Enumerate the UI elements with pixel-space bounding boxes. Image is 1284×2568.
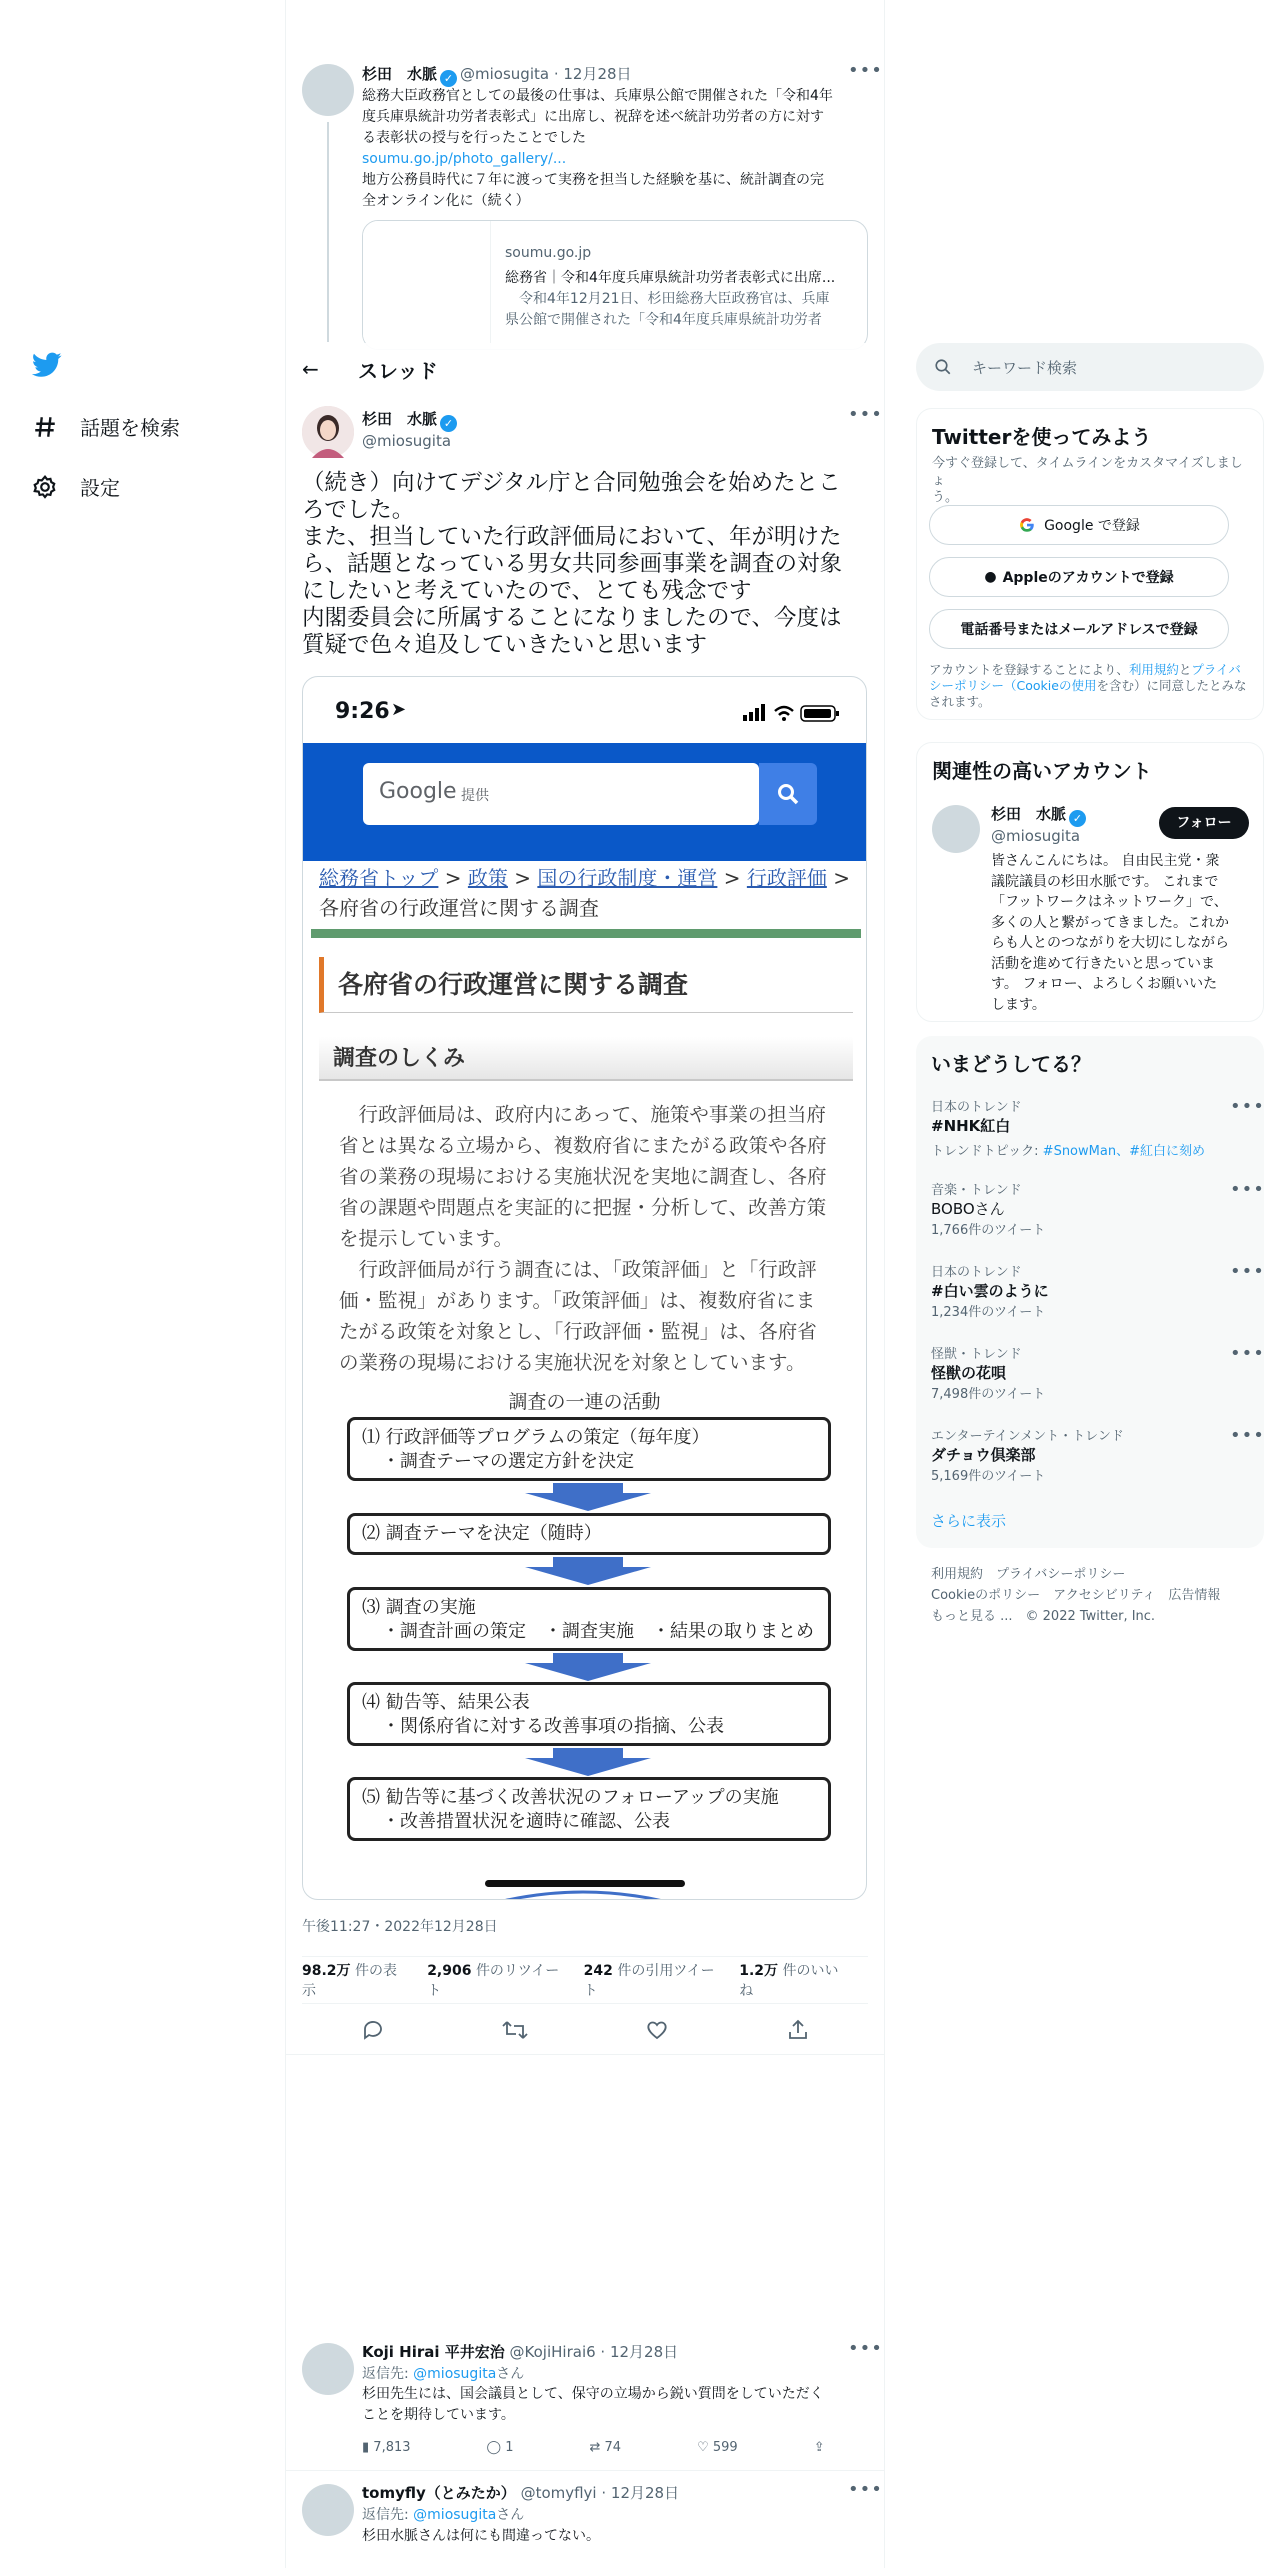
more-options-icon[interactable]: ••• [848, 2338, 883, 2359]
account-name: 杉田 水脈 [991, 805, 1067, 823]
flow-step-title: ⑵ 調査テーマを決定（随時） [362, 1523, 602, 1544]
tweet-date[interactable]: 12月28日 [609, 2343, 679, 2361]
like-icon[interactable] [645, 2018, 669, 2042]
nav-explore-label: 話題を検索 [80, 416, 180, 440]
reply-header: tomyfly（とみたか） @tomyflyi · 12月28日 [362, 2484, 680, 2502]
apple-icon: ● [984, 569, 997, 585]
flow-step-detail: ・関係府省に対する改善事項の指摘、公表 [382, 1716, 724, 1737]
google-sub-label: 提供 [461, 788, 489, 804]
twitter-logo-icon[interactable] [32, 352, 62, 382]
mention-link[interactable]: @miosugita [413, 2366, 497, 2382]
trend-meta: エンターテインメント・トレンド [931, 1429, 1124, 1444]
verified-badge-icon: ✓ [1069, 810, 1086, 827]
section-heading: 調査のしくみ [319, 1037, 853, 1081]
desc-line: 県公館で開催された「令和4年度兵庫県統計功労者 [505, 312, 822, 328]
flow-step-detail: ・調査計画の策定 ・調査実施 ・結果の取りまとめ [382, 1621, 814, 1642]
trend-count: 7,498件のツイート [931, 1387, 1046, 1402]
apple-signup-label: Appleのアカウントで登録 [1002, 570, 1174, 586]
nav-settings-label: 設定 [80, 476, 120, 500]
para-line: の業務の現場における実施状況を対象としています。 [339, 1351, 806, 1374]
tweet-stats [302, 1956, 868, 2004]
column-divider-right [884, 0, 885, 2568]
back-arrow-icon[interactable]: ← [302, 357, 319, 381]
more-options-icon[interactable]: ••• [1230, 1343, 1265, 1364]
trend-topic-links[interactable]: #SnowMan、#紅白に刻め [1042, 1144, 1205, 1159]
show-more-link[interactable]: さらに表示 [931, 1512, 1007, 1530]
author-name[interactable]: 杉田 水脈 [362, 65, 438, 83]
reply-text [362, 2384, 867, 2426]
hashtag-icon [32, 414, 58, 440]
author-name[interactable]: 杉田 水脈 [362, 410, 438, 428]
flow-step-title: ⑴ 行政評価等プログラムの策定（毎年度） [362, 1427, 710, 1448]
site-header-band [303, 743, 866, 861]
link-card-desc [505, 289, 860, 331]
breadcrumb-sep: > [514, 866, 532, 890]
flow-step [347, 1417, 831, 1481]
para-line: 行政評価局は、政府内にあって、施策や事業の担当府 [358, 1103, 826, 1126]
trend-name: #白い雲のように [931, 1282, 1049, 1300]
nav-settings[interactable] [32, 472, 120, 501]
more-options-icon[interactable]: ••• [1230, 1425, 1265, 1446]
tweet-timestamp[interactable]: 午後11:27・2022年12月28日 [302, 1919, 498, 1935]
tweet-image[interactable] [302, 676, 867, 1900]
breadcrumb-link[interactable]: 行政評価 [746, 866, 827, 890]
avatar[interactable] [302, 2343, 354, 2395]
trend-item[interactable] [931, 1096, 1251, 1159]
signup-card [916, 408, 1264, 720]
breadcrumb-current: 各府省の行政運営に関する調査 [319, 896, 599, 920]
privacy-link[interactable]: バシーポリシー [929, 662, 1241, 693]
likes-stat[interactable]: 1.2万 件のいいね [739, 1963, 839, 1999]
retweet-count[interactable]: ⇄ 74 [589, 2440, 622, 2455]
views-count[interactable]: ▮ 7,813 [362, 2440, 411, 2455]
share-icon[interactable]: ⇪ [813, 2440, 825, 2455]
retweet-icon[interactable] [502, 2018, 528, 2042]
trends-card [916, 1036, 1264, 1548]
link-card-domain: soumu.go.jp [505, 245, 592, 261]
privacy-link[interactable]: プライ [1191, 662, 1229, 677]
google-signup-label: Google で登録 [1044, 518, 1140, 534]
more-options-icon[interactable]: ••• [1230, 1179, 1265, 1200]
flow-title: 調査の一連の活動 [508, 1391, 661, 1413]
text-line: 質疑で色々追及していきたいと思います [302, 632, 708, 658]
footer-line[interactable]: もっと見る ... © 2022 Twitter, Inc. [931, 1609, 1156, 1624]
bio-line: します。 [991, 996, 1046, 1013]
avatar[interactable] [302, 2484, 354, 2536]
more-options-icon[interactable]: ••• [1230, 1096, 1265, 1117]
flow-step-detail: ・改善措置状況を適時に確認、公表 [382, 1811, 670, 1832]
more-options-icon[interactable]: ••• [848, 404, 883, 425]
tweet-date[interactable]: 12月28日 [563, 65, 632, 83]
flow-step-detail: ・調査テーマの選定方針を決定 [382, 1451, 634, 1472]
footer-line[interactable]: Cookieのポリシー アクセシビリティ 広告情報 [931, 1588, 1221, 1603]
author-handle[interactable]: @miosugita [362, 432, 452, 450]
text-line: 杉田先生には、国会議員として、保守の立場から鋭い質問をしていただく [362, 2386, 824, 2402]
breadcrumb-link[interactable]: 国の行政制度・運営 [537, 866, 718, 890]
account-bio [991, 851, 1251, 1015]
arrow-down-icon [525, 1748, 651, 1776]
text-line: 内閣委員会に所属することになりましたので、今度は [302, 605, 842, 631]
more-options-icon[interactable]: ••• [1230, 1261, 1265, 1282]
thread-header [286, 343, 884, 396]
main-tweet-text [302, 470, 868, 659]
author-name[interactable]: Koji Hirai 平井宏治 [362, 2343, 505, 2361]
flow-step [347, 1513, 831, 1555]
search-icon [776, 782, 800, 806]
main-tweet-author [362, 408, 460, 450]
signal-wifi-battery-icon [743, 703, 843, 723]
avatar[interactable] [932, 805, 980, 853]
flow-step [347, 1587, 831, 1651]
para-line: たがる政策を対象とし、「行政評価・監視」は、各府省 [339, 1320, 817, 1343]
more-options-icon[interactable]: ••• [848, 2479, 883, 2500]
reply-to: 返信先: @miosugitaさん [362, 2366, 525, 2382]
reply-count[interactable]: ◯ 1 [486, 2440, 514, 2455]
para-line: 省の課題や問題点を実証的に把握・分析して、改善方策 [339, 1196, 827, 1219]
trend-count: 1,766件のツイート [931, 1223, 1046, 1238]
bio-line: 議院議員の杉田水脈です。 これまで [991, 873, 1219, 890]
flow-step-title: ⑸ 勧告等に基づく改善状況のフォローアップの実施 [362, 1787, 779, 1808]
link-card[interactable] [362, 220, 868, 350]
mention-link[interactable]: @miosugita [413, 2507, 497, 2523]
quotes-stat[interactable]: 242 件の引用ツイート [583, 1963, 715, 1999]
tweet-date[interactable]: 12月28日 [610, 2484, 680, 2502]
bio-line: 多くの人と繋がってきました。これか [991, 914, 1229, 931]
arrow-down-icon [525, 1653, 651, 1681]
divider [311, 929, 861, 938]
text-line: 度兵庫県統計功労者表彰式」に出席し、祝辞を述べ統計功労者の方に対す [362, 109, 824, 125]
paragraph [339, 1254, 833, 1378]
search-icon [934, 358, 952, 376]
verified-badge-icon: ✓ [440, 415, 457, 432]
bio-line: らも人とのつながりを大切にしながら [991, 935, 1229, 951]
text-line: ら、話題となっている男女共同参画事業を調査の対象 [302, 551, 843, 577]
flow-step [347, 1682, 831, 1746]
trend-meta: 怪獣・トレンド [931, 1347, 1022, 1362]
account-handle: @miosugita [991, 827, 1081, 845]
breadcrumb-link[interactable]: 政策 [467, 866, 508, 890]
terms-link[interactable]: 利用規約 [1128, 662, 1179, 677]
subtitle-line: う。 [932, 490, 959, 505]
site-search-input[interactable] [363, 763, 759, 825]
trend-item[interactable] [931, 1261, 1251, 1320]
author-handle[interactable]: @tomyflyi [520, 2484, 597, 2502]
views-stat[interactable]: 98.2万 件の表示 [302, 1963, 397, 1999]
related-account[interactable] [991, 803, 1089, 845]
retweets-stat[interactable]: 2,906 件のリツイート [427, 1963, 560, 1999]
divider [286, 2054, 884, 2055]
bio-line: 「フットワークはネットワーク」で、 [991, 894, 1228, 910]
subtitle-line: 今すぐ登録して、タイムラインをカスタマイズしましょ [932, 456, 1243, 488]
prev-tweet-header: 杉田 水脈 ✓ @miosugita · 12月28日 [362, 65, 632, 85]
breadcrumb-sep: > [723, 866, 741, 890]
trend-count: 5,169件のツイート [931, 1469, 1046, 1484]
para-line: 行政評価局が行う調査には、「政策評価」と「行政評 [358, 1258, 817, 1281]
reply-icon[interactable] [361, 2018, 385, 2042]
phone-status-bar [303, 677, 866, 743]
trend-topic: トレンドトピック: #SnowMan、#紅白に刻め [931, 1144, 1205, 1159]
decorative-arc [503, 1889, 663, 1900]
arrow-down-icon [525, 1557, 651, 1585]
phone-signup-button[interactable] [929, 609, 1229, 649]
author-handle[interactable]: @miosugita [460, 65, 550, 83]
para-line: 省の業務の現場における実施状況を実地に調査し、各府 [339, 1165, 827, 1188]
signup-subtitle [932, 455, 1252, 506]
author-handle[interactable]: @KojiHirai6 [509, 2343, 596, 2361]
bio-line: す。 フォロー、よろしくお願いいた [991, 976, 1218, 992]
reply-header: Koji Hirai 平井宏治 @KojiHirai6 · 12月28日 [362, 2343, 679, 2361]
search-placeholder: キーワード検索 [972, 358, 1078, 377]
desc-line: 令和4年12月21日、杉田総務大臣政務官は、兵庫 [519, 291, 830, 307]
signup-title: Twitterを使ってみよう [932, 425, 1152, 449]
avatar[interactable] [302, 64, 354, 116]
flow-step-title: ⑷ 勧告等、結果公表 [362, 1692, 530, 1713]
text-line: ことを期待しています。 [362, 2407, 515, 2423]
verified-badge-icon: ✓ [440, 70, 457, 87]
more-options-icon[interactable]: ••• [848, 60, 883, 81]
paragraph [339, 1099, 833, 1254]
trend-name: BOBOさん [931, 1200, 1005, 1218]
breadcrumb-link[interactable]: 総務省トップ [319, 866, 439, 890]
author-name[interactable]: tomyfly（とみたか） [362, 2484, 516, 2502]
reply-to: 返信先: @miosugitaさん [362, 2507, 525, 2523]
prev-tweet-text [362, 86, 867, 212]
link-card-title: 総務省｜令和4年度兵庫県統計功労者表彰式に出席... [505, 270, 836, 286]
google-label: Google [379, 779, 457, 804]
footer-links [931, 1564, 1251, 1627]
like-count[interactable]: ♡ 599 [697, 2440, 738, 2455]
search-input[interactable] [916, 343, 1264, 391]
reply-text [362, 2526, 867, 2547]
bio-line: 活動を進めて行きたいと思っていま [991, 955, 1215, 972]
breadcrumb [319, 863, 859, 923]
text-line: にしたいと考えていたので、とても残念です [302, 578, 752, 604]
trend-meta: 日本のトレンド [931, 1265, 1022, 1280]
text-line: 地方公務員時代に７年に渡って実務を担当した経験を基に、統計調査の完 [362, 172, 824, 188]
para-line: を提示しています。 [339, 1227, 513, 1250]
tweet-link[interactable]: soumu.go.jp/photo_gallery/... [362, 151, 567, 167]
page-heading: 各府省の行政運営に関する調査 [319, 957, 853, 1013]
link-card-image [363, 221, 491, 350]
text-line: 全オンライン化に（続く） [362, 193, 530, 209]
trend-name: 怪獣の花唄 [931, 1364, 1007, 1382]
footer-line[interactable]: 利用規約 プライバシーポリシー [931, 1567, 1126, 1582]
thread-line [327, 122, 329, 342]
signup-terms: アカウントを登録することにより、利用規約とプライバシーポリシー（Cookieの使用を含む）に同意したとみなされます。 [929, 662, 1247, 709]
status-time: 9:26 [335, 699, 390, 724]
text-line: （続き）向けてデジタル庁と合同勉強会を始めたとこ [302, 470, 841, 496]
gear-icon [32, 474, 58, 500]
breadcrumb-sep: > [833, 866, 850, 890]
related-accounts-card [916, 742, 1264, 1022]
nav-explore[interactable] [32, 412, 180, 441]
arrow-down-icon [525, 1483, 651, 1511]
text-line: また、担当していた行政評価局において、年が明けた [302, 524, 842, 550]
trend-meta: 音楽・トレンド [931, 1183, 1022, 1198]
trend-name: ダチョウ倶楽部 [931, 1446, 1036, 1464]
google-icon [1018, 516, 1036, 534]
text-line: る表彰状の授与を行ったことでした [362, 130, 586, 146]
bio-line: 皆さんこんにちは。 自由民主党・衆 [991, 853, 1220, 869]
trend-count: 1,234件のツイート [931, 1305, 1046, 1320]
trend-item[interactable] [931, 1179, 1251, 1238]
para-line: 省とは異なる立場から、複数府省にまたがる政策や各府 [339, 1134, 827, 1157]
cookie-link[interactable]: （Cookieの使用 [1004, 678, 1097, 693]
trend-item[interactable] [931, 1343, 1251, 1402]
trend-name: #NHK紅白 [931, 1117, 1011, 1135]
trends-title: いまどうしてる？ [931, 1052, 1091, 1076]
text-line: 総務大臣政務官としての最後の仕事は、兵庫県公館で開催された「令和4年 [362, 88, 833, 104]
breadcrumb-sep: > [444, 866, 462, 890]
text-line: ろでした。 [302, 497, 415, 523]
tweet-actions [302, 2010, 868, 2050]
apple-signup-button[interactable] [929, 557, 1229, 597]
trend-meta: 日本のトレンド [931, 1100, 1022, 1115]
avatar[interactable] [302, 406, 354, 458]
flow-step-title: ⑶ 調査の実施 [362, 1597, 476, 1618]
site-search-button[interactable] [759, 763, 817, 825]
share-icon[interactable] [786, 2018, 810, 2042]
home-indicator [485, 1880, 685, 1887]
location-arrow-icon: ➤ [391, 699, 407, 720]
reply-stats [362, 2440, 863, 2455]
flow-step [347, 1777, 831, 1841]
google-signup-button[interactable] [929, 505, 1229, 545]
divider [286, 2470, 884, 2471]
related-title: 関連性の高いアカウント [932, 759, 1152, 783]
phone-signup-label: 電話番号またはメールアドレスで登録 [960, 622, 1198, 638]
text-line: 杉田水脈さんは何にも間違ってない。 [362, 2528, 600, 2544]
para-line: 価・監視」があります。「政策評価」は、複数府省にま [339, 1289, 816, 1312]
follow-button[interactable]: フォロー [1159, 807, 1249, 839]
page-title: スレッド [358, 359, 438, 383]
trend-item[interactable] [931, 1425, 1251, 1484]
